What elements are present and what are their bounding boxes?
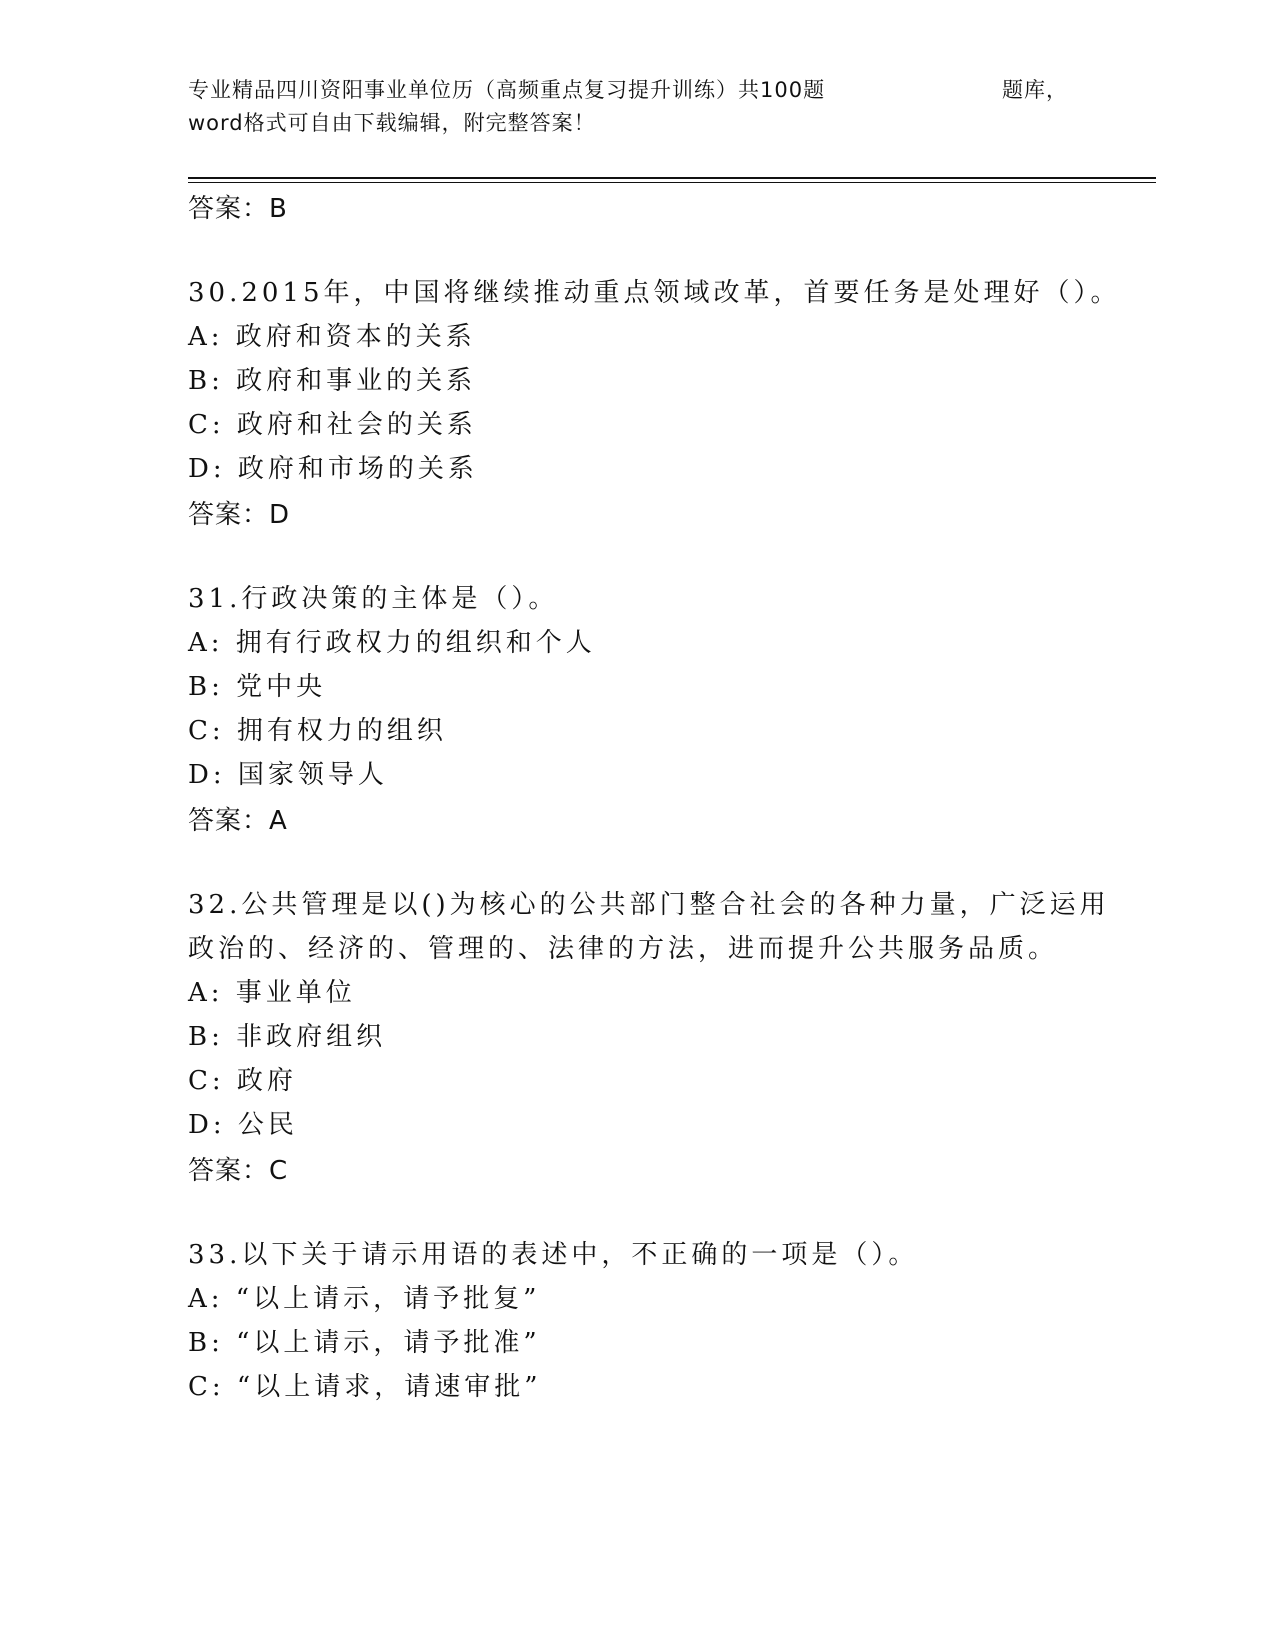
header-subtitle: word格式可自由下载编辑，附完整答案！ (188, 111, 596, 135)
question-31-option-a: A: 拥有行政权力的组织和个人 (188, 628, 596, 658)
question-30-option-d: D: 政府和市场的关系 (188, 454, 478, 484)
header-title-suffix: 题库， (1002, 78, 1068, 102)
answer-30: 答案：D (188, 500, 291, 530)
answer-32: 答案：C (188, 1156, 289, 1186)
question-30-option-c: C: 政府和社会的关系 (188, 410, 477, 440)
header-divider-thick (188, 177, 1156, 179)
answer-29: 答案：B (188, 194, 288, 224)
question-32-option-c: C: 政府 (188, 1066, 297, 1096)
question-32-option-a: A: 事业单位 (188, 978, 356, 1008)
header-line-1 (188, 74, 1068, 107)
question-33-option-a: A: “以上请示，请予批复” (188, 1284, 541, 1314)
question-30-option-a: A: 政府和资本的关系 (188, 322, 476, 352)
question-31-option-d: D: 国家领导人 (188, 760, 388, 790)
question-32-option-b: B: 非政府组织 (188, 1022, 387, 1052)
question-31-option-b: B: 党中央 (188, 672, 327, 702)
question-32-stem-line-1: 32.公共管理是以()为核心的公共部门整合社会的各种力量，广泛运用 (188, 890, 1110, 920)
question-33-option-c: C: “以上请求，请速审批” (188, 1372, 542, 1402)
question-33-stem: 33.以下关于请示用语的表述中，不正确的一项是（）。 (188, 1240, 919, 1270)
answer-31: 答案：A (188, 806, 288, 836)
question-33-option-b: B: “以上请示，请予批准” (188, 1328, 541, 1358)
question-31-stem: 31.行政决策的主体是（）。 (188, 584, 559, 614)
question-30-stem: 30.2015年，中国将继续推动重点领域改革，首要任务是处理好（）。 (188, 278, 1121, 308)
question-30-option-b: B: 政府和事业的关系 (188, 366, 477, 396)
page-header (188, 74, 1068, 140)
header-divider-thin (188, 182, 1156, 183)
header-title: 专业精品四川资阳事业单位历（高频重点复习提升训练）共100题 (188, 78, 826, 102)
question-31-option-c: C: 拥有权力的组织 (188, 716, 447, 746)
question-32-option-d: D: 公民 (188, 1110, 298, 1140)
question-32-stem-line-2: 政治的、经济的、管理的、法律的方法，进而提升公共服务品质。 (188, 934, 1059, 964)
